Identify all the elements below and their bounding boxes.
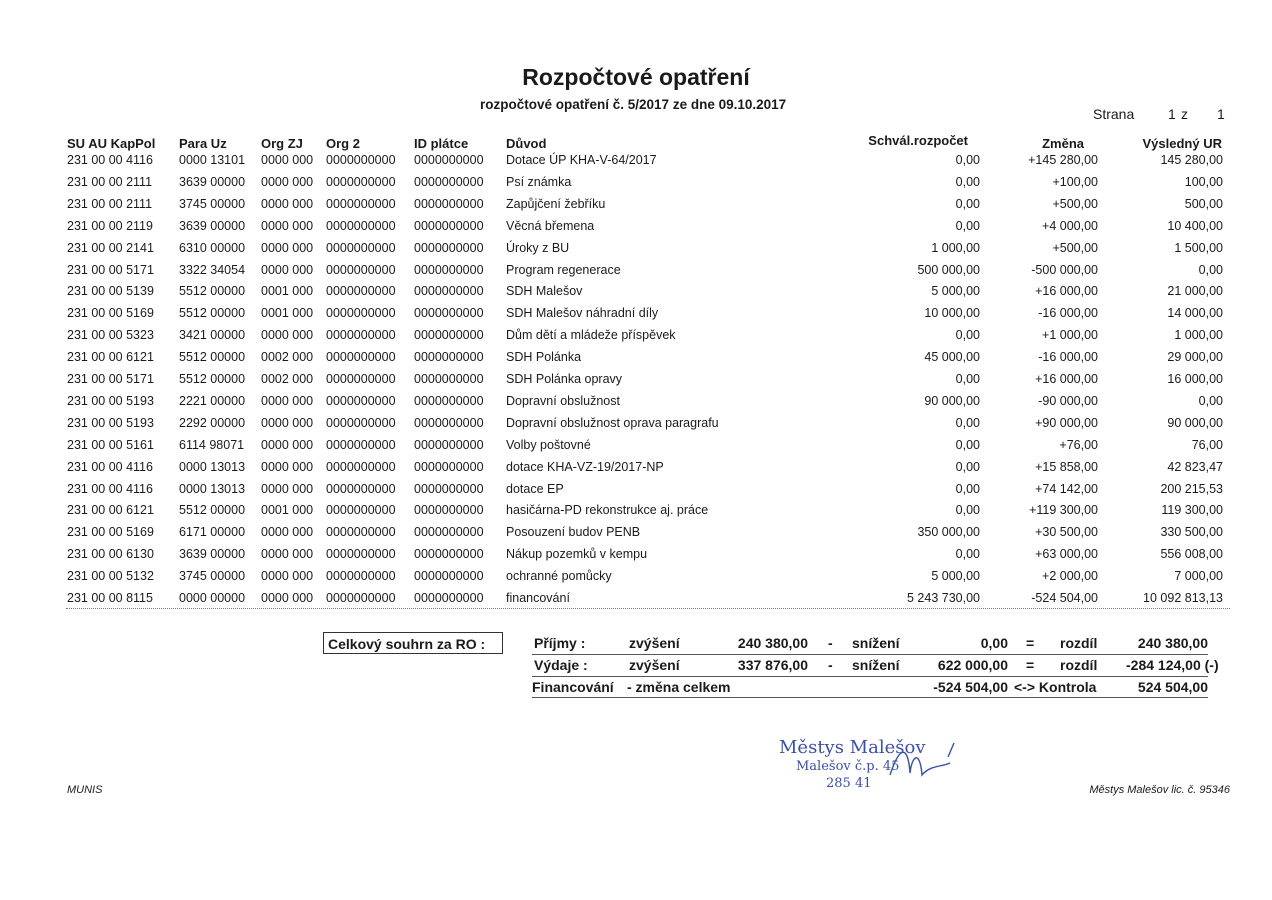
cell-duvod: hasičárna-PD rekonstrukce aj. práce	[506, 503, 709, 518]
cell-id-platce: 0000000000	[414, 196, 484, 211]
cell-id-platce: 0000000000	[414, 547, 484, 562]
cell-ids: 231 00 00 2119	[67, 218, 153, 233]
cell-zmena: +145 280,00	[1028, 153, 1098, 167]
prijmy-zvyseni: 240 380,00	[737, 635, 808, 651]
table-row	[0, 435, 1272, 457]
table-row	[0, 194, 1272, 216]
cell-org-zj: 0002 000	[261, 372, 314, 386]
vydaje-rozdil-label: rozdíl	[1060, 657, 1098, 673]
cell-zmena: -524 504,00	[1031, 591, 1098, 605]
cell-schval: 0,00	[955, 196, 980, 211]
cell-vysledny: 0,00	[1198, 393, 1223, 408]
cell-id-platce: 0000000000	[414, 459, 484, 474]
cell-duvod: SDH Malešov náhradní díly	[506, 306, 659, 321]
cell-schval: 0,00	[955, 481, 980, 496]
cell-para-uz: 0000 13101	[179, 153, 246, 167]
cell-para-uz: 5512 00000	[179, 284, 246, 299]
cell-id-platce: 0000000000	[414, 306, 484, 321]
cell-org2: 0000000000	[326, 591, 396, 605]
cell-zmena: +16 000,00	[1035, 284, 1098, 299]
cell-vysledny: 10 092 813,13	[1143, 591, 1223, 605]
cell-id-platce: 0000000000	[414, 350, 484, 365]
cell-zmena: +500,00	[1052, 240, 1098, 255]
cell-org-zj: 0000 000	[261, 481, 314, 496]
cell-ids: 231 00 00 5169	[67, 525, 154, 540]
cell-duvod: Volby poštovné	[506, 437, 591, 452]
vydaje-eq: =	[1026, 657, 1035, 673]
cell-id-platce: 0000000000	[414, 328, 484, 343]
footer-right: Městys Malešov lic. č. 95346	[1089, 784, 1230, 796]
financovani-underline	[532, 697, 1208, 698]
cell-zmena: +76,00	[1059, 437, 1098, 452]
cell-zmena: +30 500,00	[1035, 525, 1098, 540]
cell-org2: 0000000000	[326, 415, 396, 430]
cell-duvod: Psí známka	[506, 174, 572, 189]
cell-org-zj: 0000 000	[261, 218, 314, 233]
cell-org2: 0000000000	[326, 262, 396, 277]
cell-para-uz: 0000 13013	[179, 481, 246, 496]
cell-org2: 0000000000	[326, 218, 396, 233]
cell-schval: 0,00	[955, 372, 980, 386]
table-row	[0, 391, 1272, 413]
cell-org2: 0000000000	[326, 196, 396, 211]
table-row	[0, 457, 1272, 479]
vydaje-snizeni: 622 000,00	[937, 657, 1008, 673]
cell-schval: 90 000,00	[924, 393, 980, 408]
prijmy-dash: -	[828, 635, 833, 651]
header-duvod: Důvod	[506, 136, 547, 151]
cell-vysledny: 1 500,00	[1174, 240, 1223, 255]
cell-para-uz: 6114 98071	[179, 437, 245, 452]
cell-duvod: dotace EP	[506, 481, 564, 496]
cell-id-platce: 0000000000	[414, 525, 484, 540]
cell-schval: 0,00	[955, 459, 980, 474]
cell-ids: 231 00 00 5193	[67, 393, 154, 408]
cell-org-zj: 0000 000	[261, 415, 314, 430]
cell-vysledny: 330 500,00	[1160, 525, 1223, 540]
cell-zmena: -16 000,00	[1038, 306, 1098, 321]
cell-ids: 231 00 00 4116	[67, 153, 153, 167]
cell-ids: 231 00 00 5139	[67, 284, 154, 299]
cell-zmena: +16 000,00	[1035, 372, 1098, 386]
cell-para-uz: 3322 34054	[179, 262, 246, 277]
cell-org2: 0000000000	[326, 284, 396, 299]
table-row	[0, 413, 1272, 435]
table-row	[0, 588, 1272, 610]
cell-org-zj: 0000 000	[261, 196, 314, 211]
cell-schval: 0,00	[955, 437, 980, 452]
cell-ids: 231 00 00 4116	[67, 481, 153, 496]
page-of: z	[1181, 106, 1188, 122]
header-vysledny: Výsledný UR	[1142, 136, 1222, 151]
cell-org-zj: 0000 000	[261, 591, 314, 605]
cell-schval: 0,00	[955, 328, 980, 343]
cell-org2: 0000000000	[326, 547, 396, 562]
header-id-platce: ID plátce	[414, 136, 469, 151]
cell-duvod: Zapůjčení žebříku	[506, 196, 606, 211]
cell-ids: 231 00 00 5193	[67, 415, 154, 430]
header-ids: SU AU KapPol	[67, 136, 156, 151]
table-row	[0, 479, 1272, 501]
prijmy-eq: =	[1026, 635, 1035, 651]
kontrola-label: <-> Kontrola	[1014, 679, 1097, 695]
cell-id-platce: 0000000000	[414, 481, 484, 496]
cell-schval: 5 243 730,00	[907, 591, 980, 605]
cell-para-uz: 6171 00000	[179, 525, 246, 540]
cell-vysledny: 16 000,00	[1167, 372, 1223, 386]
cell-para-uz: 0000 13013	[179, 459, 246, 474]
cell-vysledny: 14 000,00	[1167, 306, 1223, 321]
cell-ids: 231 00 00 5161	[67, 437, 154, 452]
table-row	[0, 325, 1272, 347]
cell-zmena: +4 000,00	[1042, 218, 1098, 233]
cell-org-zj: 0001 000	[261, 284, 314, 299]
cell-schval: 350 000,00	[917, 525, 980, 540]
cell-para-uz: 6310 00000	[179, 240, 246, 255]
cell-id-platce: 0000000000	[414, 240, 484, 255]
cell-org-zj: 0000 000	[261, 459, 314, 474]
cell-zmena: +119 300,00	[1029, 503, 1098, 518]
cell-para-uz: 3745 00000	[179, 196, 246, 211]
cell-para-uz: 2292 00000	[179, 415, 246, 430]
cell-org2: 0000000000	[326, 174, 396, 189]
cell-org2: 0000000000	[326, 306, 396, 321]
cell-schval: 5 000,00	[931, 569, 980, 584]
prijmy-snizeni: 0,00	[980, 635, 1008, 651]
cell-schval: 10 000,00	[924, 306, 980, 321]
cell-zmena: +63 000,00	[1035, 547, 1098, 562]
footer-left: MUNIS	[67, 784, 103, 796]
cell-zmena: -500 000,00	[1031, 262, 1098, 277]
kontrola-value: 524 504,00	[1137, 679, 1208, 695]
cell-zmena: +2 000,00	[1042, 569, 1098, 584]
cell-org2: 0000000000	[326, 393, 396, 408]
cell-vysledny: 119 300,00	[1161, 503, 1223, 518]
cell-vysledny: 7 000,00	[1174, 569, 1223, 584]
prijmy-snizeni-label: snížení	[852, 635, 900, 651]
cell-para-uz: 3639 00000	[179, 174, 246, 189]
cell-zmena: +1 000,00	[1042, 328, 1098, 343]
cell-para-uz: 3421 00000	[179, 328, 246, 343]
cell-para-uz: 2221 00000	[179, 393, 246, 408]
cell-ids: 231 00 00 5171	[67, 372, 154, 386]
cell-para-uz: 5512 00000	[179, 306, 246, 321]
header-para-uz: Para Uz	[179, 136, 227, 151]
financovani-zmena: -524 504,00	[933, 679, 1008, 695]
cell-ids: 231 00 00 5132	[67, 569, 154, 584]
prijmy-zvyseni-label: zvýšení	[629, 635, 680, 651]
cell-vysledny: 145 280,00	[1160, 153, 1223, 167]
cell-duvod: Dotace ÚP KHA-V-64/2017	[506, 153, 657, 167]
cell-para-uz: 3639 00000	[179, 547, 246, 562]
vydaje-zvyseni-label: zvýšení	[629, 657, 680, 673]
cell-vysledny: 556 008,00	[1160, 547, 1223, 562]
cell-org-zj: 0000 000	[261, 240, 314, 255]
vydaje-label: Výdaje :	[534, 657, 588, 673]
cell-id-platce: 0000000000	[414, 569, 484, 584]
cell-vysledny: 42 823,47	[1167, 459, 1223, 474]
cell-schval: 0,00	[955, 503, 980, 518]
cell-org-zj: 0000 000	[261, 328, 314, 343]
cell-ids: 231 00 00 5323	[67, 328, 154, 343]
cell-org-zj: 0000 000	[261, 153, 314, 167]
cell-org-zj: 0001 000	[261, 503, 314, 518]
vydaje-dash: -	[828, 657, 833, 673]
cell-schval: 1 000,00	[931, 240, 980, 255]
cell-vysledny: 21 000,00	[1167, 284, 1223, 299]
vydaje-rozdil: -284 124,00 (-)	[1126, 657, 1219, 673]
header-schval: Schvál.rozpočet	[868, 133, 968, 148]
vydaje-zvyseni: 337 876,00	[737, 657, 808, 673]
table-row	[0, 544, 1272, 566]
table-row	[0, 216, 1272, 238]
page-title: Rozpočtové opatření	[522, 64, 750, 90]
cell-org2: 0000000000	[326, 153, 396, 167]
cell-vysledny: 10 400,00	[1167, 218, 1223, 233]
cell-ids: 231 00 00 5169	[67, 306, 154, 321]
cell-duvod: SDH Malešov	[506, 284, 583, 299]
table-row	[0, 303, 1272, 325]
table-row	[0, 522, 1272, 544]
table-row	[0, 369, 1272, 391]
vydaje-underline	[532, 676, 1208, 677]
cell-org2: 0000000000	[326, 372, 396, 386]
cell-para-uz: 0000 00000	[179, 591, 246, 605]
cell-schval: 0,00	[955, 218, 980, 233]
cell-duvod: Posouzení budov PENB	[506, 525, 641, 540]
vydaje-snizeni-label: snížení	[852, 657, 900, 673]
cell-vysledny: 500,00	[1184, 196, 1223, 211]
cell-duvod: SDH Polánka	[506, 350, 582, 365]
page-subtitle: rozpočtové opatření č. 5/2017 ze dne 09.10.2017	[480, 97, 787, 112]
cell-id-platce: 0000000000	[414, 437, 484, 452]
cell-ids: 231 00 00 2141	[67, 240, 154, 255]
cell-org-zj: 0001 000	[261, 306, 314, 321]
cell-org2: 0000000000	[326, 569, 396, 584]
cell-duvod: SDH Polánka opravy	[506, 372, 623, 386]
cell-ids: 231 00 00 6121	[67, 503, 154, 518]
cell-org-zj: 0000 000	[261, 174, 314, 189]
cell-zmena: -16 000,00	[1038, 350, 1098, 365]
cell-id-platce: 0000000000	[414, 262, 484, 277]
prijmy-label: Příjmy :	[534, 635, 586, 651]
cell-schval: 0,00	[955, 547, 980, 562]
cell-duvod: Dům dětí a mládeže příspěvek	[506, 328, 676, 343]
page-number: 1	[1168, 106, 1176, 122]
cell-ids: 231 00 00 4116	[67, 459, 153, 474]
cell-org-zj: 0000 000	[261, 525, 314, 540]
table-row	[0, 260, 1272, 282]
prijmy-rozdil-label: rozdíl	[1060, 635, 1098, 651]
cell-id-platce: 0000000000	[414, 503, 484, 518]
cell-id-platce: 0000000000	[414, 393, 484, 408]
table-separator	[66, 608, 1230, 609]
cell-org-zj: 0000 000	[261, 262, 314, 277]
cell-id-platce: 0000000000	[414, 591, 484, 605]
header-org-zj: Org ZJ	[261, 136, 303, 151]
cell-id-platce: 0000000000	[414, 218, 484, 233]
cell-zmena: +90 000,00	[1035, 415, 1098, 430]
cell-duvod: Dopravní obslužnost oprava paragrafu	[506, 415, 719, 430]
header-org2: Org 2	[326, 136, 360, 151]
cell-org2: 0000000000	[326, 328, 396, 343]
cell-duvod: Program regenerace	[506, 262, 621, 277]
stamp-line-3: 285 41	[826, 776, 872, 791]
cell-ids: 231 00 00 2111	[67, 174, 153, 189]
cell-para-uz: 5512 00000	[179, 372, 246, 386]
cell-ids: 231 00 00 2111	[67, 196, 153, 211]
cell-org-zj: 0000 000	[261, 437, 314, 452]
cell-org2: 0000000000	[326, 350, 396, 365]
cell-org2: 0000000000	[326, 525, 396, 540]
prijmy-underline	[532, 654, 1208, 655]
cell-para-uz: 3745 00000	[179, 569, 246, 584]
stamp-line-1: Městys Malešov	[779, 737, 926, 758]
table-row	[0, 238, 1272, 260]
cell-para-uz: 5512 00000	[179, 350, 246, 365]
cell-para-uz: 3639 00000	[179, 218, 246, 233]
cell-org2: 0000000000	[326, 437, 396, 452]
cell-org-zj: 0000 000	[261, 569, 314, 584]
cell-id-platce: 0000000000	[414, 153, 484, 167]
cell-org2: 0000000000	[326, 240, 396, 255]
cell-org2: 0000000000	[326, 503, 396, 518]
cell-schval: 5 000,00	[931, 284, 980, 299]
cell-zmena: -90 000,00	[1038, 393, 1098, 408]
cell-org-zj: 0002 000	[261, 350, 314, 365]
cell-id-platce: 0000000000	[414, 284, 484, 299]
cell-vysledny: 200 215,53	[1160, 481, 1223, 496]
cell-ids: 231 00 00 5171	[67, 262, 154, 277]
table-row	[0, 172, 1272, 194]
cell-org-zj: 0000 000	[261, 393, 314, 408]
page-label: Strana	[1093, 106, 1135, 122]
cell-schval: 0,00	[955, 174, 980, 189]
cell-duvod: Věcná břemena	[506, 218, 595, 233]
summary-label: Celkový souhrn za RO :	[323, 632, 503, 654]
cell-schval: 0,00	[955, 415, 980, 430]
cell-vysledny: 90 000,00	[1167, 415, 1223, 430]
prijmy-rozdil: 240 380,00	[1137, 635, 1208, 651]
cell-vysledny: 1 000,00	[1174, 328, 1223, 343]
cell-duvod: Nákup pozemků v kempu	[506, 547, 648, 562]
cell-org-zj: 0000 000	[261, 547, 314, 562]
cell-schval: 500 000,00	[917, 262, 980, 277]
cell-zmena: +100,00	[1052, 174, 1098, 189]
table-row	[0, 500, 1272, 522]
cell-schval: 0,00	[955, 153, 980, 167]
cell-zmena: +500,00	[1052, 196, 1098, 211]
financovani-zmena-label: - změna celkem	[627, 679, 731, 695]
cell-ids: 231 00 00 6121	[67, 350, 154, 365]
financovani-label: Financování	[532, 679, 614, 695]
cell-vysledny: 76,00	[1191, 437, 1223, 452]
cell-id-platce: 0000000000	[414, 372, 484, 386]
cell-para-uz: 5512 00000	[179, 503, 246, 518]
cell-ids: 231 00 00 6130	[67, 547, 154, 562]
cell-duvod: Úroky z BU	[506, 240, 570, 255]
stamp-line-2: Malešov č.p. 45	[796, 759, 900, 774]
cell-duvod: ochranné pomůcky	[506, 569, 612, 584]
table-row	[0, 150, 1272, 172]
cell-ids: 231 00 00 8115	[67, 591, 153, 605]
cell-zmena: +74 142,00	[1035, 481, 1098, 496]
cell-vysledny: 100,00	[1184, 174, 1223, 189]
cell-duvod: Dopravní obslužnost	[506, 393, 620, 408]
signature	[880, 735, 970, 785]
cell-org2: 0000000000	[326, 459, 396, 474]
cell-vysledny: 0,00	[1198, 262, 1223, 277]
cell-zmena: +15 858,00	[1035, 459, 1098, 474]
cell-duvod: dotace KHA-VZ-19/2017-NP	[506, 459, 664, 474]
cell-id-platce: 0000000000	[414, 174, 484, 189]
page-total: 1	[1217, 106, 1225, 122]
cell-vysledny: 29 000,00	[1167, 350, 1223, 365]
cell-id-platce: 0000000000	[414, 415, 484, 430]
cell-schval: 45 000,00	[924, 350, 980, 365]
cell-org2: 0000000000	[326, 481, 396, 496]
table-row	[0, 347, 1272, 369]
table-row	[0, 281, 1272, 303]
header-zmena: Změna	[1042, 136, 1084, 151]
table-row	[0, 566, 1272, 588]
cell-duvod: financování	[506, 591, 570, 605]
